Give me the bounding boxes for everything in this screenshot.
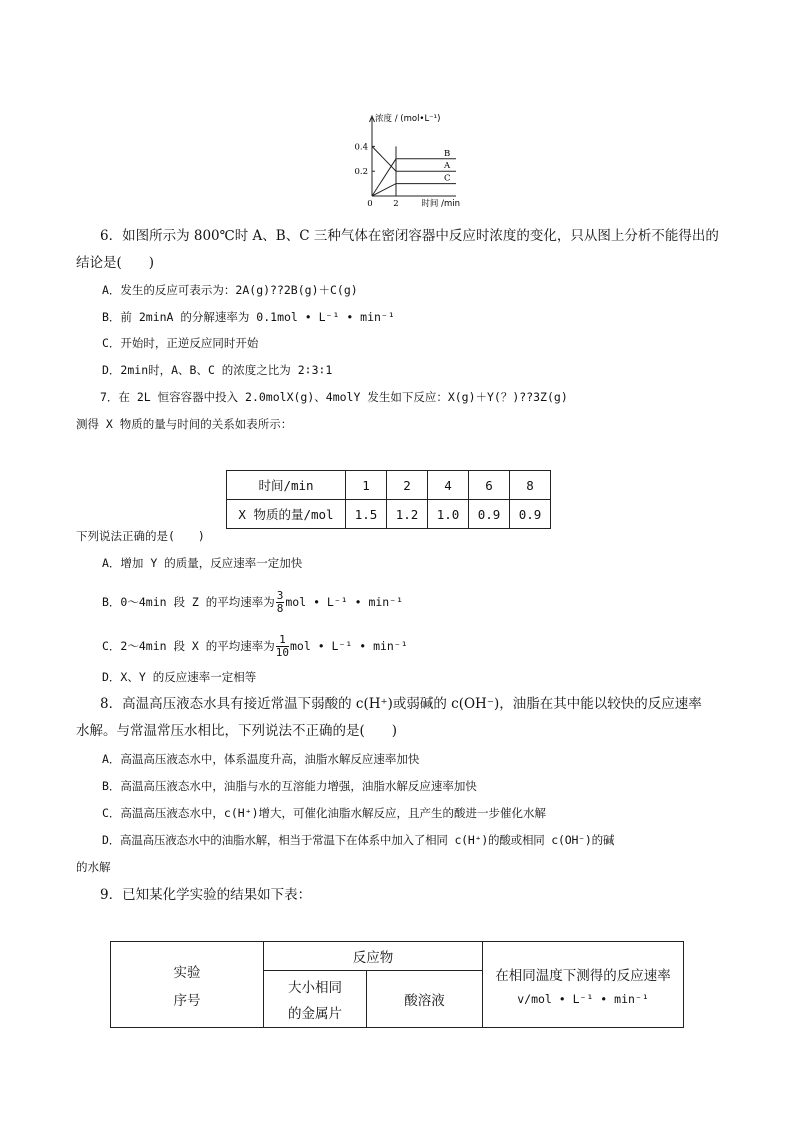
header-line: 序号 [173,992,201,1009]
table-row [111,942,684,971]
table-cell: 0.9 [469,500,510,529]
table-cell: 0.9 [510,500,551,529]
y-axis-label: 浓度 / (mol•L⁻¹) [375,114,441,124]
table-header-reactants: 反应物 [264,942,483,971]
x-axis-label: 时间 /min [421,199,460,209]
q6-stem-line1: 6．如图所示为 800℃时 A、B、C 三种气体在密闭容器中反应时浓度的变化，只从图上分析不能得出的 [100,228,719,244]
table-header-amount: X 物质的量/mol [227,500,346,529]
q7-option-d: D．X、Y 的反应速率一定相等 [102,670,257,684]
table-cell: 1.2 [387,500,428,529]
fraction-numerator: 3 [276,589,284,602]
q7-option-c [102,634,408,659]
series-line-C [372,184,456,196]
series-label-B: B [444,148,451,159]
chart-labels [354,113,460,209]
q8-stem-line2: 水解。与常温常压水相比，下列说法不正确的是( ) [76,723,398,739]
q8-option-c: C．高温高压液态水中，c(H⁺)增大，可催化油脂水解反应，且产生的酸进一步催化水解 [102,806,547,820]
fraction [276,634,289,659]
y-tick-label: 0.4 [354,142,368,153]
q7-option-b [102,590,403,615]
header-line: 的金属片 [288,1006,342,1022]
table-cell: 1.5 [346,500,387,529]
x-tick-label: 2 [393,199,399,209]
q6-option-a: A．发生的反应可表示为：2A(g)??2B(g)＋C(g) [102,283,358,297]
table-header-metal [264,971,367,1028]
q8-option-b: B．高温高压液态水中，油脂与水的互溶能力增强，油脂水解反应速率加快 [102,779,477,793]
table-header-experiment [111,942,264,1028]
series-label-C: C [444,173,451,184]
table-cell: 6 [469,471,510,500]
q6-option-b: B．前 2minA 的分解速率为 0.1mol • L⁻¹ • min⁻¹ [102,310,395,324]
table-row [227,500,551,529]
fraction-numerator: 1 [276,634,289,647]
table-header-acid: 酸溶液 [367,971,483,1028]
q7-option-b-unit: mol • L⁻¹ • min⁻¹ [285,595,404,609]
q6-option-c: C．开始时，正逆反应同时开始 [102,336,259,350]
q9-results-table [110,941,684,1028]
q6-option-d: D．2min时，A、B、C 的浓度之比为 2∶3∶1 [102,363,333,377]
q9-stem: 9．已知某化学实验的结果如下表： [100,887,312,903]
q8-option-d-line2: 的水解 [76,860,111,874]
fraction-denominator: 10 [275,646,289,659]
table-row [227,471,551,500]
table-cell: 1 [346,471,387,500]
header-line: 大小相同 [288,980,342,996]
fraction-denominator: 8 [276,602,284,615]
table-cell: 8 [510,471,551,500]
table-cell: 4 [428,471,469,500]
q6-stem-line2: 结论是( ) [76,255,155,271]
header-line: v/mol • L⁻¹ • min⁻¹ [517,991,649,1006]
q7-stem-line1: 7．在 2L 恒容容器中投入 2.0molX(g)、4molY 发生如下反应：X(g)＋Y(？)??3Z(g) [100,390,568,404]
table-header-rate [483,942,684,1028]
fraction [276,590,285,615]
q8-option-a: A．高温高压液态水中，体系温度升高，油脂水解反应速率加快 [102,752,420,766]
q7-data-table [226,470,551,529]
header-line: 在相同温度下测得的反应速率 [495,967,671,984]
q8-option-d-line1: D．高温高压液态水中的油脂水解，相当于常温下在体系中加入了相同 c(H⁺)的酸或相同 c(OH⁻)的碱 [102,833,615,847]
table-cell: 1.0 [428,500,469,529]
table-cell: 2 [387,471,428,500]
q7-option-c-text: C．2～4min 段 X 的平均速率为 [102,639,275,653]
q7-prompt: 下列说法正确的是( ) [76,529,205,543]
y-tick-label: 0.2 [354,167,368,178]
q8-stem-line1: 8．高温高压液态水具有接近常温下弱酸的 c(H⁺)或弱碱的 c(OH⁻)，油脂在其中能以较快的反应速率 [100,696,702,712]
q7-option-c-unit: mol • L⁻¹ • min⁻¹ [290,639,408,653]
q7-stem-line2: 测得 X 物质的量与时间的关系如表所示： [76,417,293,431]
series-label-A: A [444,161,451,172]
table-header-time: 时间/min [227,471,346,500]
header-line: 实验 [173,964,201,981]
q7-option-b-text: B．0～4min 段 Z 的平均速率为 [102,595,275,609]
concentration-time-chart [348,112,478,214]
q7-option-a: A．增加 Y 的质量，反应速率一定加快 [102,556,303,570]
origin-label: 0 [367,199,373,209]
